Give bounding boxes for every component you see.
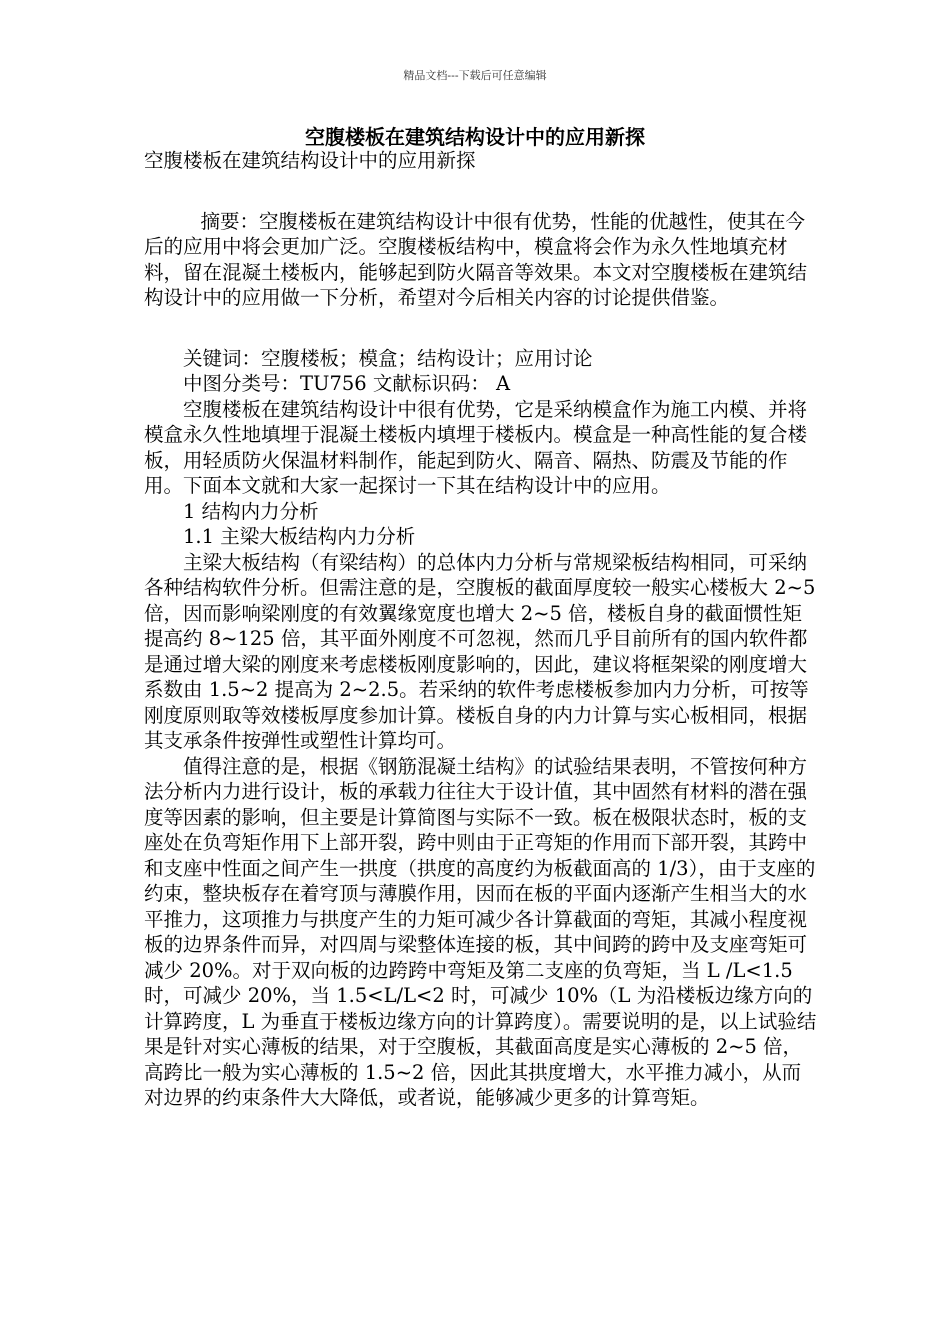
document-subtitle: 空腹楼板在建筑结构设计中的应用新探 — [144, 149, 476, 172]
document-body — [144, 148, 820, 1111]
spacer — [144, 311, 820, 346]
document-title: 空腹楼板在建筑结构设计中的应用新探 — [305, 125, 645, 149]
section-heading: 1 结构内力分析 — [183, 499, 319, 523]
keywords-line: 关键词：空腹楼板；模盒；结构设计；应用讨论 — [183, 346, 593, 370]
spacer — [144, 174, 820, 209]
classification-line: 中图分类号：TU756 文献标识码： A — [183, 372, 511, 395]
subsection-heading: 1.1 主梁大板结构内力分析 — [183, 525, 416, 548]
abstract-paragraph: 摘要：空腹楼板在建筑结构设计中很有优势，性能的优越性，使其在今后的应用中将会更加广泛。空腹楼板结构中，模盒将会作为永久性地填充材料，留在混凝土楼板内，能够起到防火隔音等效果。本文对空腹楼板在建筑结构设计中的应用做一下分析，希望对今后相关内容的讨论提供借鉴。 — [144, 209, 808, 309]
intro-paragraph: 空腹楼板在建筑结构设计中很有优势，它是采纳模盒作为施工内模、并将模盒永久性地填埋于混凝土楼板内填埋于楼板内。模盒是一种高性能的复合楼板，用轻质防火保温材料制作，能起到防火、隔音、隔热、防震及节能的作用。下面本文就和大家一起探讨一下其在结构设计中的应用。 — [144, 397, 808, 497]
body-paragraph: 值得注意的是，根据《钢筋混凝土结构》的试验结果表明，不管按何种方法分析内力进行设计，板的承载力往往大于设计值，其中固然有材料的潜在强度等因素的影响，但主要是计算简图与实际不一致。板在极限状态时，板的支座处在负弯矩作用下上部开裂，跨中则由于正弯矩的作用而下部开裂，其跨中和支座中性面之间产生一拱度（拱度的高度约为板截面高的 1/3），由于支座的约束，整块板存在着穹顶与薄膜作用，因而在板的平面内逐渐产生相当大的水平推力，这项推力与拱度产生的力矩可减少各计算截面的弯矩，其减小程度视板的边界条件而异，对四周与梁整体连接的板，其中间跨的跨中及支座弯矩可减少 20%。对于双向板的边跨跨中弯矩及第二支座的负弯矩，当 L /L<1.5 时，可减少 20%，当 1.5<L/L<2 时，可减少 10%（L 为沿楼板边缘方向的计算跨度，L 为垂直于楼板边缘方向的计算跨度）。需要说明的是，以上试验结果是针对实心薄板的结果，对于空腹板，其截面高度是实心薄板的 2~5 倍，高跨比一般为实心薄板的 1.5~2 倍，因此其拱度增大，水平推力减小，从而对边界的约束条件大大降低，或者说，能够减少更多的计算弯矩。 — [144, 754, 817, 1109]
body-paragraph: 主梁大板结构（有梁结构）的总体内力分析与常规梁板结构相同，可采纳各种结构软件分析。但需注意的是，空腹板的截面厚度较一般实心楼板大 2~5 倍，因而影响梁刚度的有效翼缘宽度也增大 2~5 倍，楼板自身的截面惯性矩提高约 8~125 倍，其平面外刚度不可忽视，然而几乎目前所有的国内软件都是通过增大梁的刚度来考虑楼板刚度影响的，因此，建议将框架梁的刚度增大系数由 1.5~2 提高为 2~2.5。若采纳的软件考虑楼板参加内力分析，可按等刚度原则取等效楼板厚度参加计算。楼板自身的内力计算与实心板相同，根据其支承条件按弹性或塑性计算均可。 — [144, 550, 816, 752]
header-note: 精品文档---下载后可任意编辑 — [403, 69, 547, 82]
